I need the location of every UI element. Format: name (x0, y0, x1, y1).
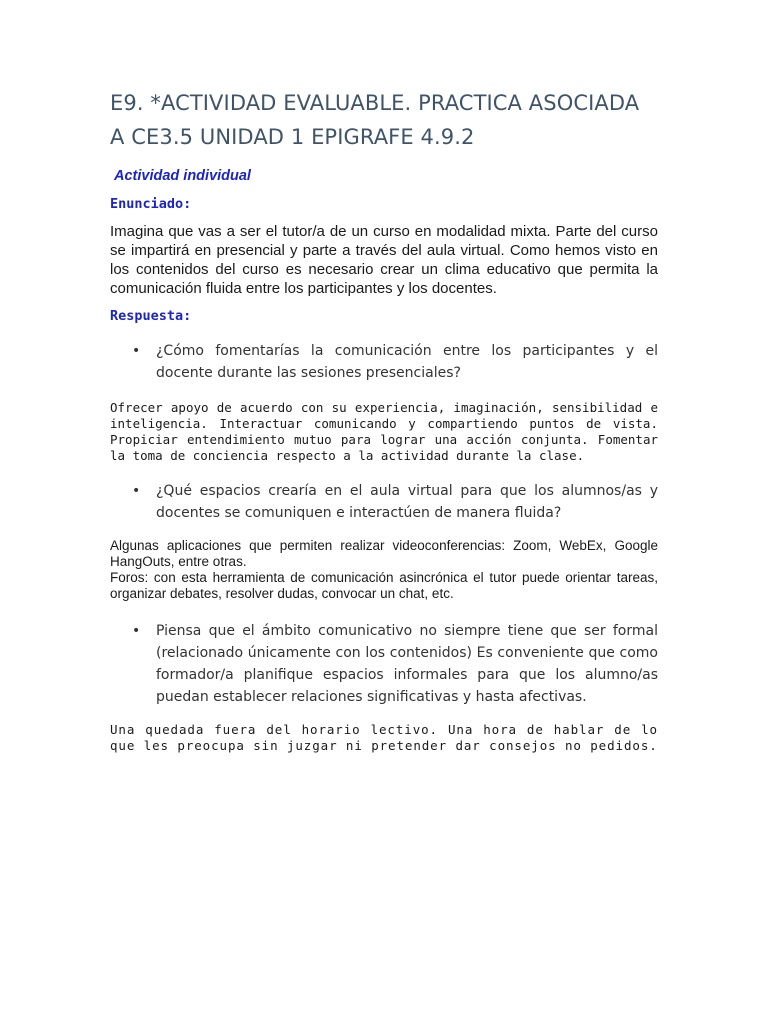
question-text: ¿Cómo fomentarías la comunicación entre los participantes y el docente durante las sesiones presenciales? (156, 343, 658, 381)
document-title: E9. *ACTIVIDAD EVALUABLE. PRACTICA ASOCIADA A CE3.5 UNIDAD 1 EPIGRAFE 4.9.2 (110, 91, 640, 149)
bullet-icon: • (132, 343, 141, 359)
activity-type: Actividad individual (114, 168, 251, 184)
question-item (110, 480, 658, 524)
respuesta-label: Respuesta: (110, 308, 192, 324)
answer-text: Ofrecer apoyo de acuerdo con su experiencia, imaginación, sensibilidad e inteligencia. Interactuar comunicando y compartiendo puntos de vista. Propiciar entendimiento mutuo para lograr una acción conjunta. Fomentar la toma de conciencia respecto a la actividad durante la clase. (110, 400, 658, 463)
enunciado-label: Enunciado: (110, 196, 192, 212)
answer-line: Foros: con esta herramienta de comunicación asincrónica el tutor puede orientar tareas, organizar debates, resolver dudas, convocar un chat, etc. (110, 570, 658, 601)
answer-block (110, 538, 658, 602)
bullet-icon: • (132, 483, 141, 499)
answer-text: Una quedada fuera del horario lectivo. Una hora de hablar de lo que les preocupa sin juzgar ni pretender dar consejos no pedidos. (110, 722, 658, 753)
bullet-icon: • (132, 623, 141, 639)
document-content (110, 86, 658, 754)
question-item (110, 340, 658, 384)
question-text: Piensa que el ámbito comunicativo no siempre tiene que ser formal (relacionado únicamente con los contenidos) Es conveniente que como formador/a planifique espacios informales para que los alumno/as puedan establecer relaciones significativas y hasta afectivas. (156, 623, 658, 705)
question-item (110, 620, 658, 708)
answer-line: Algunas aplicaciones que permiten realizar videoconferencias: Zoom, WebEx, Google HangOuts, entre otras. (110, 538, 658, 569)
question-text: ¿Qué espacios crearía en el aula virtual para que los alumnos/as y docentes se comuniquen e interactúen de manera fluida? (156, 483, 658, 521)
enunciado-text: Imagina que vas a ser el tutor/a de un curso en modalidad mixta. Parte del curso se impartirá en presencial y parte a través del aula virtual. Como hemos visto en los contenidos del curso es necesario crear un clima educativo que permita la comunicación fluida entre los participantes y los docentes. (110, 223, 658, 297)
